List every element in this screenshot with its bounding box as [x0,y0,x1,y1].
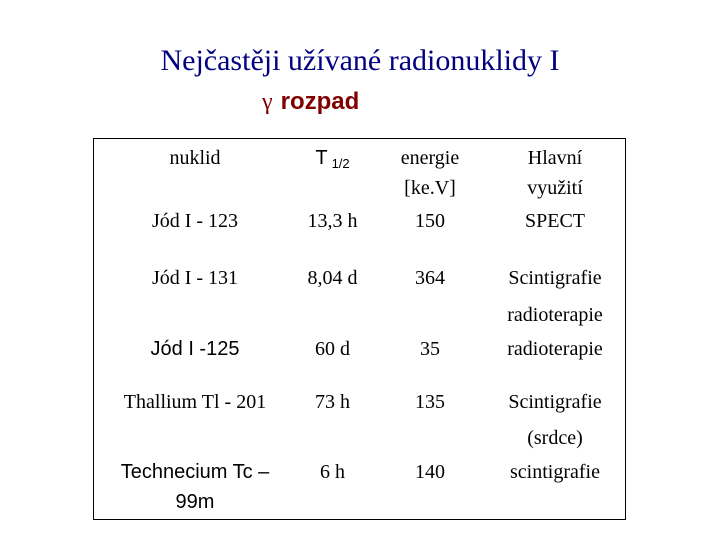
row-2-energie: 364 [415,267,445,289]
row-1-vyuziti: SPECT [524,210,586,232]
subtitle-text: rozpad [280,88,360,115]
header-nuklid: nuklid [169,147,221,169]
row-2-nuklid: Jód I - 131 [151,267,239,289]
row-2-vyuziti-line1: Scintigrafie [508,267,602,289]
row-4-nuklid: Thallium Tl - 201 [123,391,267,413]
row-2-t-half: 8,04 d [307,267,358,289]
row-5-nuklid-line2: 99m [175,491,215,513]
row-4-t-half: 73 h [315,391,350,413]
row-1-energie: 150 [415,210,445,232]
row-5-nuklid-line1: Technecium Tc – [120,461,270,483]
row-3-energie: 35 [420,338,440,360]
slide-title: Nejčastěji užívané radionuklidy I [160,44,560,77]
row-4-vyuziti-line2: (srdce) [527,427,583,449]
header-energie-line1: energie [400,147,460,169]
row-4-vyuziti-line1: Scintigrafie [508,391,602,413]
header-t-main: T [315,147,328,169]
row-5-t-half: 6 h [320,461,345,483]
row-3-nuklid: Jód I -125 [150,338,240,360]
row-1-nuklid: Jód I - 123 [151,210,239,232]
header-vyuziti-line2: využití [527,177,583,199]
header-t-sub: 1/2 [331,156,350,171]
slide-subtitle [262,88,359,116]
header-vyuziti-line1: Hlavní [527,147,583,169]
row-3-t-half: 60 d [315,338,350,360]
row-4-energie: 135 [415,391,445,413]
row-5-energie: 140 [415,461,445,483]
row-2-vyuziti-line2: radioterapie [507,304,603,326]
row-1-t-half: 13,3 h [307,210,358,232]
header-t-half [290,142,375,176]
header-energie-line2: [ke.V] [404,177,456,199]
row-3-vyuziti: radioterapie [507,338,603,360]
gamma-symbol: γ [262,89,273,115]
row-5-vyuziti: scintigrafie [510,461,600,483]
